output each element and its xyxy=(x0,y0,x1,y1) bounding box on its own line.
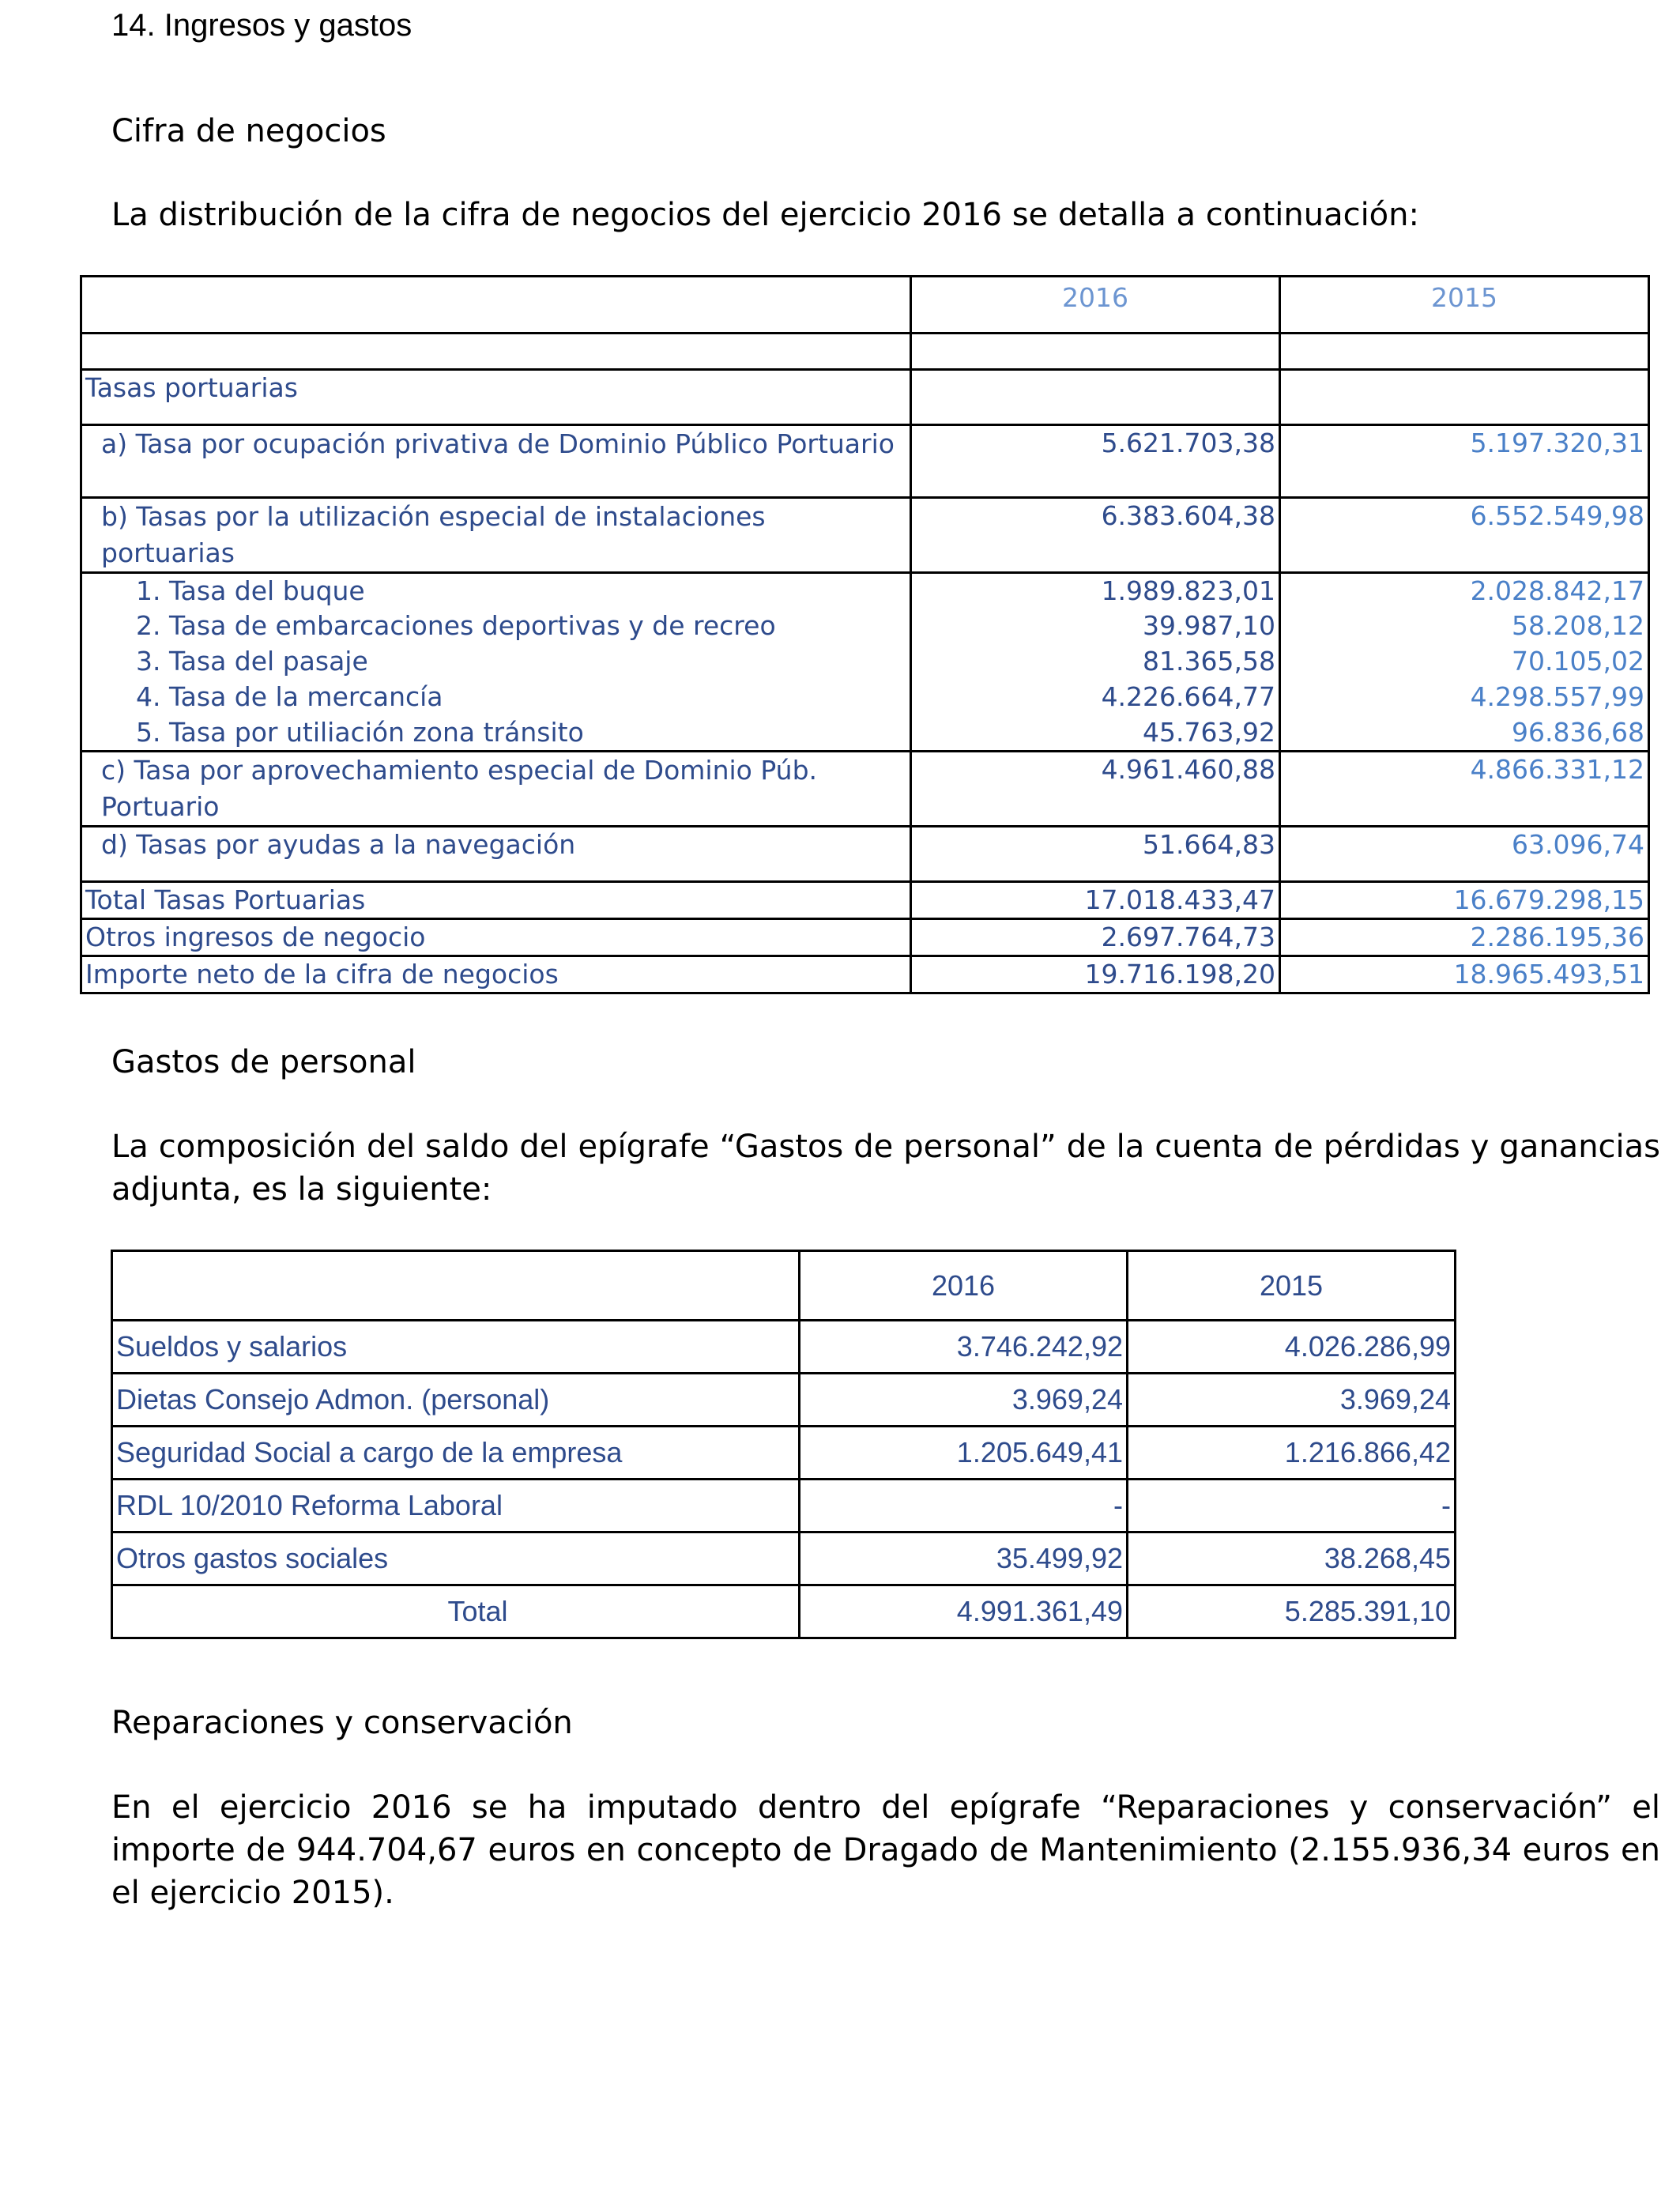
header-blank-cell xyxy=(81,277,911,334)
total-row xyxy=(81,956,1649,993)
row-label: 3. Tasa del pasaje xyxy=(136,646,368,677)
section-label: Tasas portuarias xyxy=(81,370,911,425)
total-row xyxy=(112,1585,1456,1638)
value-2016: 1.205.649,41 xyxy=(800,1427,1128,1480)
value-2015: 5.197.320,31 xyxy=(1280,425,1649,498)
row-label: b) Tasas por la utilización especial de instalaciones portuarias xyxy=(101,501,766,568)
table-row xyxy=(112,1321,1456,1374)
value-2015: 3.969,24 xyxy=(1128,1374,1456,1427)
table-row xyxy=(81,425,1649,498)
row-label: a) Tasa por ocupación privativa de Dominio Público Portuario xyxy=(101,428,895,459)
value-2016: 1.989.823,01 xyxy=(911,573,1280,609)
table-spacer-row xyxy=(81,334,1649,370)
row-label: Sueldos y salarios xyxy=(112,1321,800,1374)
row-label: Dietas Consejo Admon. (personal) xyxy=(112,1374,800,1427)
row-label: RDL 10/2010 Reforma Laboral xyxy=(112,1480,800,1532)
total-row xyxy=(81,919,1649,956)
table-row xyxy=(81,827,1649,882)
personal-title: Gastos de personal xyxy=(111,1044,416,1080)
personal-intro: La composición del saldo del epígrafe “Gastos de personal” de la cuenta de pérdidas y ganancias adjunta, es la siguiente: xyxy=(111,1129,1660,1208)
table-row xyxy=(81,498,1649,573)
value-2016: 3.969,24 xyxy=(800,1374,1128,1427)
value-2016: 35.499,92 xyxy=(800,1532,1128,1585)
cifra-intro: La distribución de la cifra de negocios del ejercicio 2016 se detalla a continuación: xyxy=(111,197,1419,233)
total-2015: 5.285.391,10 xyxy=(1128,1585,1456,1638)
value-2016: 4.961.460,88 xyxy=(911,752,1280,827)
table-row xyxy=(81,715,1649,752)
total-2016: 19.716.198,20 xyxy=(911,956,1280,993)
table-row xyxy=(81,370,1649,425)
year-header-2015: 2015 xyxy=(1280,277,1649,334)
value-2016: 39.987,10 xyxy=(911,609,1280,644)
table-row xyxy=(112,1480,1456,1532)
row-label: Otros gastos sociales xyxy=(112,1532,800,1585)
value-2016: 3.746.242,92 xyxy=(800,1321,1128,1374)
header-blank-cell xyxy=(112,1251,800,1321)
table-row xyxy=(81,609,1649,644)
row-label: c) Tasa por aprovechamiento especial de Dominio Púb. Portuario xyxy=(101,755,818,822)
table-row xyxy=(112,1374,1456,1427)
row-label: 5. Tasa por utiliación zona tránsito xyxy=(136,717,584,748)
table-header-row xyxy=(81,277,1649,334)
year-header-2015: 2015 xyxy=(1128,1251,1456,1321)
value-2015: 4.866.331,12 xyxy=(1280,752,1649,827)
total-label: Total xyxy=(112,1585,800,1638)
value-2016: 4.226.664,77 xyxy=(911,680,1280,715)
value-2015: 70.105,02 xyxy=(1280,644,1649,680)
total-row xyxy=(81,882,1649,919)
value-2015: 6.552.549,98 xyxy=(1280,498,1649,573)
reparaciones-text: En el ejercicio 2016 se ha imputado dentro del epígrafe “Reparaciones y conservación” el importe de 944.704,67 euros en concepto de Dragado de Mantenimiento (2.155.936,34 euros en el ejercicio 2015). xyxy=(111,1789,1660,1911)
value-2015: 4.026.286,99 xyxy=(1128,1321,1456,1374)
row-label: d) Tasas por ayudas a la navegación xyxy=(101,829,576,860)
total-label: Importe neto de la cifra de negocios xyxy=(81,956,911,993)
value-2015: 4.298.557,99 xyxy=(1280,680,1649,715)
value-2015: 38.268,45 xyxy=(1128,1532,1456,1585)
value-2016: - xyxy=(800,1480,1128,1532)
total-2015: 2.286.195,36 xyxy=(1280,919,1649,956)
total-2016: 2.697.764,73 xyxy=(911,919,1280,956)
table-header-row xyxy=(112,1251,1456,1321)
value-2015: 96.836,68 xyxy=(1280,715,1649,752)
value-2015: 58.208,12 xyxy=(1280,609,1649,644)
year-header-2016: 2016 xyxy=(800,1251,1128,1321)
table-row xyxy=(81,680,1649,715)
total-2016: 4.991.361,49 xyxy=(800,1585,1128,1638)
table-row xyxy=(81,644,1649,680)
year-header-2016: 2016 xyxy=(911,277,1280,334)
section-heading: 14. Ingresos y gastos xyxy=(111,8,412,43)
row-label: 2. Tasa de embarcaciones deportivas y de recreo xyxy=(136,610,776,641)
total-label: Otros ingresos de negocio xyxy=(81,919,911,956)
row-label: Seguridad Social a cargo de la empresa xyxy=(112,1427,800,1480)
value-2015: 2.028.842,17 xyxy=(1280,573,1649,609)
cifra-title: Cifra de negocios xyxy=(111,113,386,149)
total-2015: 16.679.298,15 xyxy=(1280,882,1649,919)
reparaciones-title: Reparaciones y conservación xyxy=(111,1705,573,1741)
value-2016: 6.383.604,38 xyxy=(911,498,1280,573)
value-2016: 45.763,92 xyxy=(911,715,1280,752)
table-row xyxy=(112,1532,1456,1585)
table-row xyxy=(112,1427,1456,1480)
table-row xyxy=(81,573,1649,609)
row-label: 4. Tasa de la mercancía xyxy=(136,681,443,712)
gastos-personal-table xyxy=(111,1250,1456,1639)
value-2015: 63.096,74 xyxy=(1280,827,1649,882)
value-2015: - xyxy=(1128,1480,1456,1532)
total-2016: 17.018.433,47 xyxy=(911,882,1280,919)
value-2016: 51.664,83 xyxy=(911,827,1280,882)
value-2016: 5.621.703,38 xyxy=(911,425,1280,498)
table-row xyxy=(81,752,1649,827)
total-2015: 18.965.493,51 xyxy=(1280,956,1649,993)
total-label: Total Tasas Portuarias xyxy=(81,882,911,919)
value-2015: 1.216.866,42 xyxy=(1128,1427,1456,1480)
value-2016: 81.365,58 xyxy=(911,644,1280,680)
cifra-negocios-table xyxy=(80,275,1650,994)
row-label: 1. Tasa del buque xyxy=(136,575,365,606)
